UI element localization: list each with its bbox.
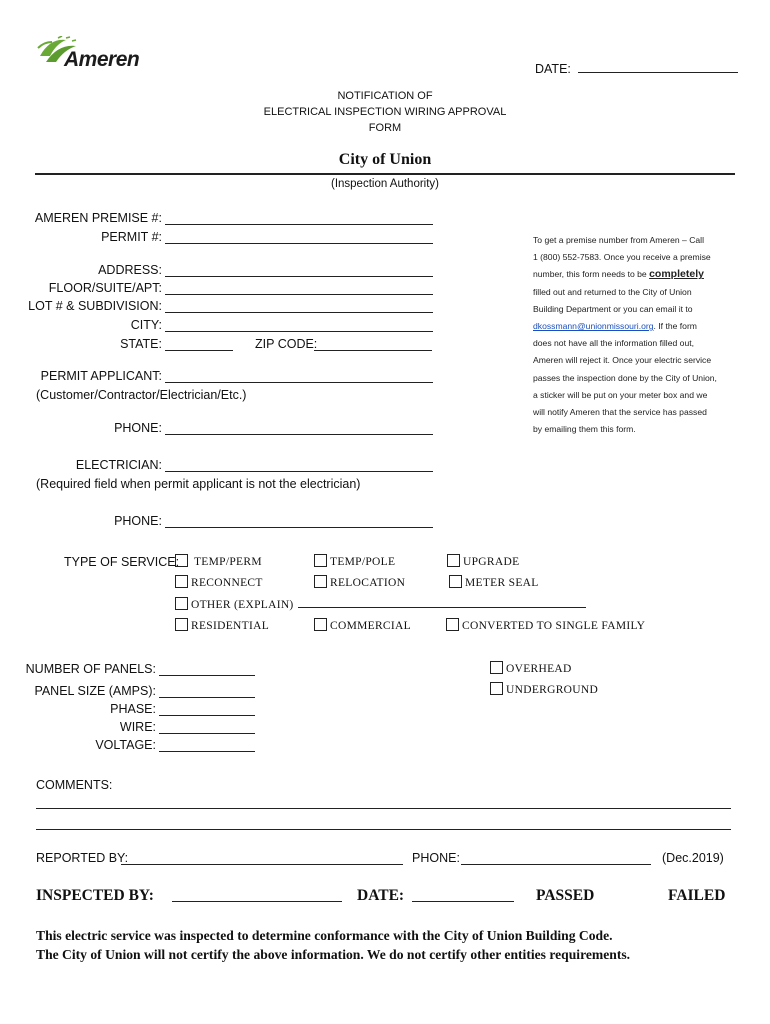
note-line-6b: . If the form <box>653 321 697 332</box>
note-emphasis: completely <box>649 268 704 281</box>
electrician-input-line[interactable] <box>165 460 433 472</box>
upgrade-text: UPGRADE <box>463 556 520 568</box>
residential-text: RESIDENTIAL <box>191 620 270 632</box>
panel-size-input-line[interactable] <box>159 686 255 698</box>
note-line-9: passes the inspection done by the City of Union, <box>533 372 717 383</box>
overhead-text: OVERHEAD <box>506 663 572 675</box>
note-line-2: 1 (800) 552-7583. Once you receive a premise <box>533 252 711 263</box>
city-title: City of Union <box>338 151 432 168</box>
date-field <box>535 61 738 76</box>
note-line-6 <box>533 318 717 335</box>
panels-number-label: NUMBER OF PANELS: <box>25 662 156 676</box>
overhead-checkbox[interactable] <box>490 661 503 674</box>
notice-line-2: ELECTRICAL INSPECTION WIRING APPROVAL <box>263 106 507 118</box>
phase-input-line[interactable] <box>159 704 255 716</box>
reported-by-input-line[interactable] <box>121 853 403 865</box>
relocation-option[interactable] <box>314 575 405 589</box>
temp-perm-checkbox[interactable] <box>175 554 188 567</box>
inspected-by-label: INSPECTED BY: <box>36 887 154 904</box>
underground-option[interactable] <box>490 682 598 696</box>
phone1-input-line[interactable] <box>165 423 433 435</box>
city-label: CITY: <box>130 318 162 332</box>
zip-label: ZIP CODE: <box>255 337 318 351</box>
date-label: DATE: <box>535 62 571 76</box>
premise-input-line[interactable] <box>165 213 433 225</box>
email-link[interactable]: dkossmann@unionmissouri.org <box>533 321 654 332</box>
notice-line-1: NOTIFICATION OF <box>337 90 433 102</box>
commercial-checkbox[interactable] <box>314 618 327 631</box>
residential-checkbox[interactable] <box>175 618 188 631</box>
date-input-line[interactable] <box>578 61 738 73</box>
temp-pole-option[interactable] <box>314 554 395 568</box>
city-input-line[interactable] <box>165 320 433 332</box>
applicant-input-line[interactable] <box>165 371 433 383</box>
note-line-7: does not have all the information filled out, <box>533 338 694 349</box>
floor-label: FLOOR/SUITE/APT: <box>48 281 162 295</box>
upgrade-checkbox[interactable] <box>447 554 460 567</box>
footer-line-1: This electric service was inspected to determine conformance with the City of Union Building Code. <box>36 928 613 943</box>
underground-text: UNDERGROUND <box>506 684 599 696</box>
inspected-by-input-line[interactable] <box>172 890 342 902</box>
report-phone-input-line[interactable] <box>461 853 651 865</box>
temp-perm-option[interactable] <box>175 554 262 568</box>
address-label: ADDRESS: <box>98 263 162 277</box>
note-line-1: To get a premise number from Ameren – Call <box>533 235 704 245</box>
failed-label[interactable]: FAILED <box>668 887 726 904</box>
report-phone-label: PHONE: <box>412 851 460 865</box>
meter-seal-checkbox[interactable] <box>449 575 462 588</box>
phone2-label: PHONE: <box>114 514 162 528</box>
commercial-option[interactable] <box>314 618 411 632</box>
converted-checkbox[interactable] <box>446 618 459 631</box>
inspection-date-input-line[interactable] <box>412 890 514 902</box>
lot-input-line[interactable] <box>165 301 433 313</box>
reconnect-text: RECONNECT <box>191 577 263 589</box>
applicant-label: PERMIT APPLICANT: <box>40 369 162 383</box>
inspection-date-label: DATE: <box>357 887 405 904</box>
ameren-logo-text: Ameren <box>64 48 140 71</box>
overhead-option[interactable] <box>490 661 572 675</box>
panels-number-input-line[interactable] <box>159 664 255 676</box>
form-notice <box>235 88 535 136</box>
other-checkbox[interactable] <box>175 597 188 610</box>
note-line-12: by emailing them this form. <box>533 424 636 435</box>
form-revision: (Dec.2019) <box>662 851 724 865</box>
inspection-authority: (Inspection Authority) <box>330 178 440 190</box>
upgrade-option[interactable] <box>447 554 519 568</box>
floor-input-line[interactable] <box>165 283 433 295</box>
comments-line-2[interactable] <box>36 829 731 830</box>
relocation-text: RELOCATION <box>330 577 406 589</box>
note-line-3 <box>533 266 717 283</box>
phone1-label: PHONE: <box>114 421 162 435</box>
phase-label: PHASE: <box>110 702 156 716</box>
comments-line-1[interactable] <box>36 808 731 809</box>
meter-seal-option[interactable] <box>449 575 539 589</box>
note-line-3a: number, this form needs to be <box>533 269 650 280</box>
state-input-line[interactable] <box>165 339 233 351</box>
temp-pole-checkbox[interactable] <box>314 554 327 567</box>
voltage-input-line[interactable] <box>159 740 255 752</box>
permit-input-line[interactable] <box>165 232 433 244</box>
wire-label: WIRE: <box>119 720 156 734</box>
residential-option[interactable] <box>175 618 269 632</box>
other-explain-line[interactable] <box>298 596 586 608</box>
footer-line-2: The City of Union will not certify the above information. We do not certify other entities requirements. <box>36 947 631 962</box>
lot-label: LOT # & SUBDIVISION: <box>28 299 162 313</box>
reported-by-label: REPORTED BY: <box>36 851 129 865</box>
reconnect-option[interactable] <box>175 575 263 589</box>
note-line-4: filled out and returned to the City of Union <box>533 286 692 297</box>
note-line-5: Building Department or you can email it to <box>533 303 693 314</box>
voltage-label: VOLTAGE: <box>95 738 156 752</box>
temp-pole-text: TEMP/POLE <box>330 556 396 568</box>
underground-checkbox[interactable] <box>490 682 503 695</box>
applicant-note: (Customer/Contractor/Electrician/Etc.) <box>36 388 247 402</box>
zip-input-line[interactable] <box>314 339 432 351</box>
title-rule <box>35 173 735 175</box>
premise-label: AMEREN PREMISE #: <box>34 211 162 225</box>
service-type-label: TYPE OF SERVICE: <box>64 555 180 569</box>
commercial-text: COMMERCIAL <box>330 620 411 632</box>
electrician-note: (Required field when permit applicant is not the electrician) <box>36 477 361 491</box>
relocation-checkbox[interactable] <box>314 575 327 588</box>
note-line-11: will notify Ameren that the service has passed <box>533 407 707 418</box>
comments-label: COMMENTS: <box>36 778 113 792</box>
note-line-8: Ameren will reject it. Once your electric service <box>533 355 712 366</box>
permit-label: PERMIT #: <box>101 230 162 244</box>
passed-label[interactable]: PASSED <box>536 887 595 904</box>
converted-option[interactable] <box>446 618 645 632</box>
state-label: STATE: <box>120 337 162 351</box>
reconnect-checkbox[interactable] <box>175 575 188 588</box>
electrician-label: ELECTRICIAN: <box>75 458 162 472</box>
notice-line-3: FORM <box>368 122 402 134</box>
other-text: OTHER (EXPLAIN) <box>191 599 294 611</box>
wire-input-line[interactable] <box>159 722 255 734</box>
premise-info-note <box>533 232 717 438</box>
panel-size-label: PANEL SIZE (AMPS): <box>34 684 156 698</box>
phone2-input-line[interactable] <box>165 516 433 528</box>
address-input-line[interactable] <box>165 265 433 277</box>
note-line-10: a sticker will be put on your meter box and we <box>533 389 708 400</box>
ameren-logo <box>36 36 166 72</box>
temp-perm-text: TEMP/PERM <box>193 556 262 568</box>
other-option[interactable] <box>175 596 586 611</box>
meter-seal-text: METER SEAL <box>465 577 539 589</box>
converted-text: CONVERTED TO SINGLE FAMILY <box>462 620 646 632</box>
